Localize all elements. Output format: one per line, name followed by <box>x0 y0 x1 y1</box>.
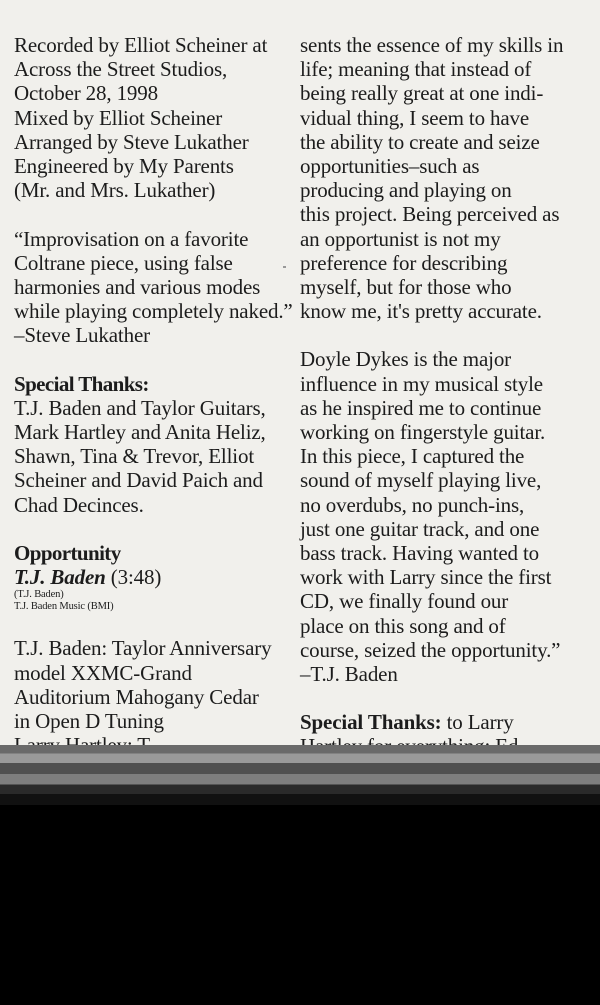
essay-line: being really great at one indi- <box>300 81 544 106</box>
special-thanks-heading: Special Thanks: <box>14 371 149 396</box>
essay-line: sound of myself playing live, <box>300 468 542 493</box>
thanks-line: Shawn, Tina & Trevor, Elliot <box>14 444 255 469</box>
gear-line: Auditorium Mahogany Cedar <box>14 684 259 709</box>
thanks-line: Scheiner and David Paich and <box>14 468 263 493</box>
lukather-essay <box>300 33 596 323</box>
credit-line: Across the Street Studios, <box>14 57 228 82</box>
baden-thanks-line <box>300 710 596 734</box>
essay-line: this project. Being perceived as <box>300 202 560 227</box>
essay-line: bass track. Having wanted to <box>300 540 539 565</box>
track-duration: (3:48) <box>110 565 162 590</box>
quote-line: Coltrane piece, using false <box>14 250 233 275</box>
essay-line: In this piece, I captured the <box>300 444 525 469</box>
essay-line: place on this song and of <box>300 613 506 638</box>
composer-credit: (T.J. Baden) <box>14 589 64 601</box>
essay-line: life; meaning that instead of <box>300 57 532 82</box>
thanks-line: Chad Decinces. <box>14 492 144 517</box>
track-artist-line <box>14 565 296 589</box>
essay-line: know me, it's pretty accurate. <box>300 299 542 324</box>
special-thanks-block <box>14 372 296 517</box>
thanks-line: T.J. Baden and Taylor Guitars, <box>14 395 266 420</box>
track-artist: T.J. Baden <box>14 565 106 590</box>
quote-line: harmonies and various modes <box>14 274 261 299</box>
credit-line: October 28, 1998 <box>14 81 158 106</box>
track-header <box>14 541 296 613</box>
essay-line: course, seized the opportunity.” <box>300 637 561 662</box>
essay-line: Doyle Dykes is the major <box>300 347 512 372</box>
recording-credits <box>14 33 296 202</box>
gear-line: in Open D Tuning <box>14 708 164 733</box>
scan-edge-band <box>0 745 600 805</box>
publisher-credit: T.J. Baden Music (BMI) <box>14 601 114 613</box>
quote-line: –Steve Lukather <box>14 323 150 348</box>
gear-line: T.J. Baden: Taylor Anniversary <box>14 636 272 661</box>
credit-line: Mixed by Elliot Scheiner <box>14 105 223 130</box>
credit-line: Recorded by Elliot Scheiner at <box>14 33 268 57</box>
credit-line: (Mr. and Mrs. Lukather) <box>14 178 216 203</box>
essay-line: an opportunist is not my <box>300 226 501 251</box>
credit-line: Engineered by My Parents <box>14 153 234 178</box>
gear-line: model XXMC-Grand <box>14 660 192 685</box>
essay-line: producing and playing on <box>300 178 512 203</box>
baden-thanks-text: to Larry <box>441 710 514 735</box>
essay-line: myself, but for those who <box>300 274 512 299</box>
essay-line: vidual thing, I seem to have <box>300 105 530 130</box>
track-title: Opportunity <box>14 540 121 565</box>
essay-signature: –T.J. Baden <box>300 661 398 686</box>
essay-line: preference for describing <box>300 250 508 275</box>
essay-line: work with Larry since the first <box>300 565 552 590</box>
essay-line: as he inspired me to continue <box>300 395 542 420</box>
essay-line: no overdubs, no punch-ins, <box>300 492 525 517</box>
essay-line: working on fingerstyle guitar. <box>300 420 546 444</box>
essay-line: opportunities–such as <box>300 153 480 178</box>
essay-line: influence in my musical style <box>300 371 543 396</box>
baden-essay <box>300 347 596 686</box>
thanks-line: Mark Hartley and Anita Heliz, <box>14 420 266 444</box>
baden-thanks-heading: Special Thanks: <box>300 710 442 735</box>
credit-line: Arranged by Steve Lukather <box>14 129 249 154</box>
lukather-quote <box>14 227 296 348</box>
essay-line: sents the essence of my skills in <box>300 33 564 57</box>
essay-line: CD, we finally found our <box>300 589 509 614</box>
right-column <box>300 33 596 759</box>
quote-line: while playing completely naked.” <box>14 299 293 324</box>
quote-line: “Improvisation on a favorite <box>14 226 249 251</box>
essay-line: the ability to create and seize <box>300 129 540 154</box>
left-column <box>14 33 296 757</box>
gear-notes <box>14 636 296 757</box>
essay-line: just one guitar track, and one <box>300 516 540 541</box>
